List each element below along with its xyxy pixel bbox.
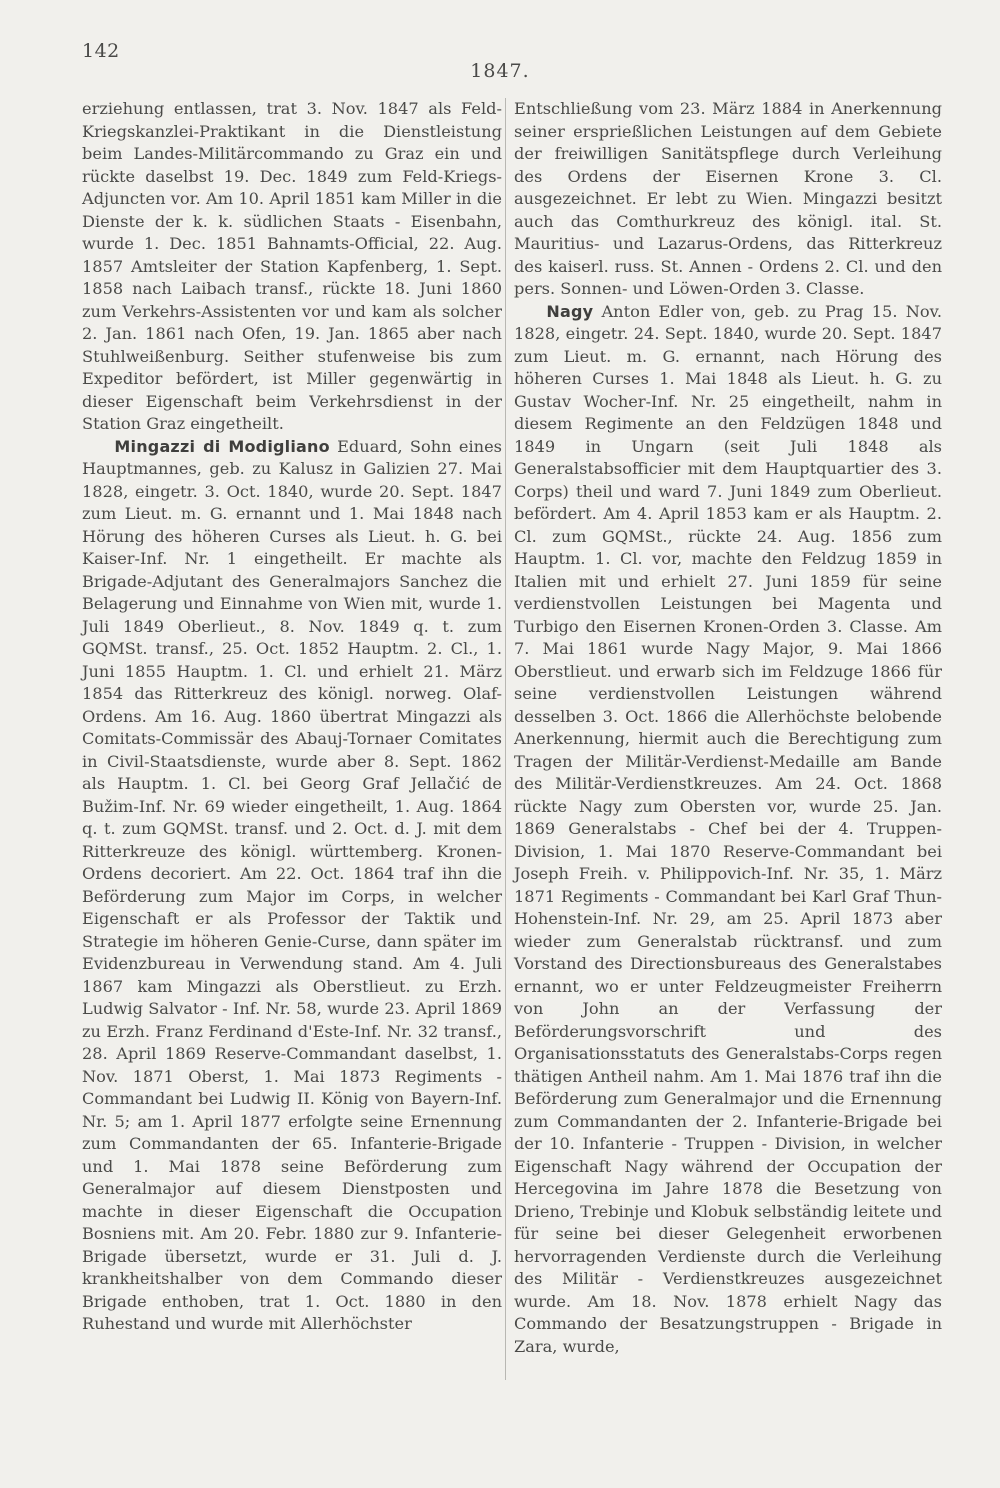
column-divider xyxy=(505,98,506,1380)
left-column xyxy=(82,98,502,1336)
entry-nagy xyxy=(514,301,942,1359)
page-number: 142 xyxy=(82,40,120,62)
entry-name-mingazzi: Mingazzi di Modigliano xyxy=(114,436,330,456)
right-column xyxy=(514,98,942,1358)
entry-text-mingazzi: Eduard, Sohn eines Hauptmannes, geb. zu Kalusz in Galizien 27. Mai 1828, eingetr. 3. Oct. 1840, wurde 20. Sept. 1847 zum Lieut. m. G. ernannt und 1. Mai 1848 nach Hörung des höheren Curses als Lieut. h. G. bei Kaiser-Inf. Nr. 1 eingetheilt. Er machte als Brigade-Adjutant des Generalmajors Sanchez die Belagerung und Einnahme von Wien mit, wurde 1. Juli 1849 Oberlieut., 8. Nov. 1849 q. t. zum GQMSt. transf., 25. Oct. 1852 Hauptm. 2. Cl., 1. Juni 1855 Hauptm. 1. Cl. und erhielt 21. März 1854 das Ritterkreuz des königl. norweg. Olaf-Ordens. Am 16. Aug. 1860 übertrat Mingazzi als Comitats-Commissär des Abauj-Tornaer Comitates in Civil-Staatsdienste, wurde aber 8. Sept. 1862 als Hauptm. 1. Cl. bei Georg Graf Jellačić de Bužim-Inf. Nr. 69 wieder eingetheilt, 1. Aug. 1864 q. t. zum GQMSt. transf. und 2. Oct. d. J. mit dem Ritterkreuze des königl. württemberg. Kronen-Ordens decoriert. Am 22. Oct. 1864 traf ihn die Beförderung zum Major im Corps, in welcher Eigenschaft er als Professor der Taktik und Strategie im höheren Genie-Curse, dann später im Evidenzbureau in Verwendung stand. Am 4. Juli 1867 kam Mingazzi als Oberstlieut. zu Erzh. Ludwig Salvator - Inf. Nr. 58, wurde 23. April 1869 zu Erzh. Franz Ferdinand d'Este-Inf. Nr. 32 transf., 28. April 1869 Reserve-Commandant daselbst, 1. Nov. 1871 Oberst, 1. Mai 1873 Regiments - Commandant bei Ludwig II. König von Bayern-Inf. Nr. 5; am 1. April 1877 erfolgte seine Ernennung zum Commandanten der 65. Infanterie-Brigade und 1. Mai 1878 seine Beförderung zum Generalmajor auf diesem Dienstposten und machte in dieser Eigenschaft die Occupation Bosniens mit. Am 20. Febr. 1880 zur 9. Infanterie-Brigade übersetzt, wurde er 31. Juli d. J. krankheitshalber von dem Commando dieser Brigade enthoben, trat 1. Oct. 1880 in den Ruhestand und wurde mit Allerhöchster xyxy=(82,436,502,1333)
entry-mingazzi xyxy=(82,436,502,1336)
entry-name-nagy: Nagy xyxy=(546,301,594,321)
paragraph-miller-continued: erziehung entlassen, trat 3. Nov. 1847 als Feld-Kriegskanzlei-Praktikant in die Dienstleistung beim Landes-Militärcommando zu Graz ein und rückte daselbst 19. Dec. 1849 zum Feld-Kriegs-Adjuncten vor. Am 10. April 1851 kam Miller in die Dienste der k. k. südlichen Staats - Eisenbahn, wurde 1. Dec. 1851 Bahnamts-Official, 22. Aug. 1857 Amtsleiter der Station Kapfenberg, 1. Sept. 1858 nach Laibach transf., rückte 18. Juni 1860 zum Verkehrs-Assistenten vor und kam als solcher 2. Jan. 1861 nach Ofen, 19. Jan. 1865 aber nach Stuhlweißenburg. Seither stufenweise bis zum Expeditor befördert, ist Miller gegenwärtig in dieser Eigenschaft beim Verkehrsdienst in der Station Graz eingetheilt. xyxy=(82,99,502,433)
entry-text-nagy: Anton Edler von, geb. zu Prag 15. Nov. 1828, eingetr. 24. Sept. 1840, wurde 20. Sept. 1847 zum Lieut. m. G. ernannt, nach Hörung des höheren Curses 1. Mai 1848 als Lieut. h. G. zu Gustav Wocher-Inf. Nr. 25 eingetheilt, nahm in diesem Regimente an den Feldzügen 1848 und 1849 in Ungarn (seit Juli 1848 als Generalstabsofficier mit dem Hauptquartier des 3. Corps) theil und ward 7. Juni 1849 zum Oberlieut. befördert. Am 4. April 1853 kam er als Hauptm. 2. Cl. zum GQMSt., rückte 24. Aug. 1856 zum Hauptm. 1. Cl. vor, machte den Feldzug 1859 in Italien mit und erhielt 27. Juni 1859 für seine verdienstvollen Leistungen bei Magenta und Turbigo den Eisernen Kronen-Orden 3. Classe. Am 7. Mai 1861 wurde Nagy Major, 9. Mai 1866 Oberstlieut. und erwarb sich im Feldzuge 1866 für seine verdienstvollen Leistungen während desselben 3. Oct. 1866 die Allerhöchste belobende Anerkennung, hiermit auch die Berechtigung zum Tragen der Militär-Verdienst-Medaille am Bande des Militär-Verdienstkreuzes. Am 24. Oct. 1868 rückte Nagy zum Obersten vor, wurde 25. Jan. 1869 Generalstabs - Chef bei der 4. Truppen-Division, 1. Mai 1870 Reserve-Commandant bei Joseph Freih. v. Philippovich-Inf. Nr. 35, 1. März 1871 Regiments - Commandant bei Karl Graf Thun-Hohenstein-Inf. Nr. 29, am 25. April 1873 aber wieder zum Generalstab rücktransf. und zum Vorstand des Directionsbureaus des Generalstabes ernannt, wo er unter Feldzeugmeister Freiherrn von John an der Verfassung der Beförderungsvorschrift und des Organisationsstatuts des Generalstabs-Corps regen thätigen Antheil nahm. Am 1. Mai 1876 traf ihn die Beförderung zum Generalmajor und die Ernennung zum Commandanten der 2. Infanterie-Brigade bei der 10. Infanterie - Truppen - Division, in welcher Eigenschaft Nagy während der Occupation der Hercegovina im Jahre 1878 die Besetzung von Drieno, Trebinje und Klobuk selbständig leitete und für seine bei dieser Gelegenheit erworbenen hervorragenden Verdienste durch die Verleihung des Militär - Verdienstkreuzes ausgezeichnet wurde. Am 18. Nov. 1878 erhielt Nagy das Commando der Besatzungstruppen - Brigade in Zara, wurde, xyxy=(514,301,942,1356)
running-head: 1847. xyxy=(470,60,530,82)
paragraph-mingazzi-continued: Entschließung vom 23. März 1884 in Anerkennung seiner ersprießlichen Leistungen auf dem Gebiete der freiwilligen Sanitätspflege durch Verleihung des Ordens der Eisernen Krone 3. Cl. ausgezeichnet. Er lebt zu Wien. Mingazzi besitzt auch das Comthurkreuz des königl. ital. St. Mauritius- und Lazarus-Ordens, das Ritterkreuz des kaiserl. russ. St. Annen - Ordens 2. Cl. und den pers. Sonnen- und Löwen-Orden 3. Classe. xyxy=(514,99,942,298)
